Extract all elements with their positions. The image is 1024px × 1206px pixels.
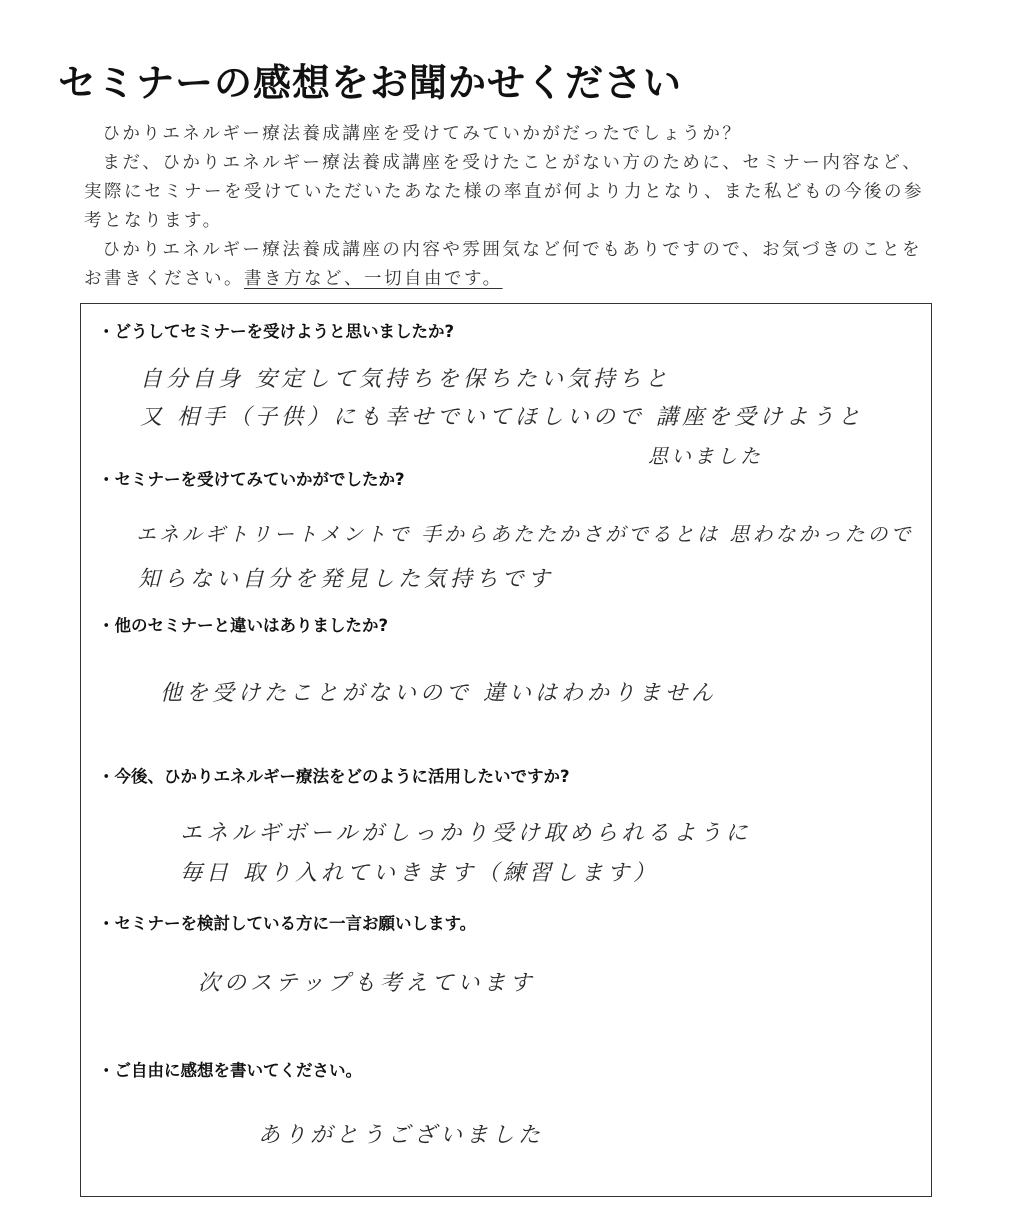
answer-4-line-1: エネルギボールがしっかり受け取められるように: [180, 821, 752, 846]
answer-2-line-2: 知らない自分を発見した気持ちです: [138, 567, 554, 592]
intro-paragraph-3: [84, 236, 924, 294]
answer-5-line-1: 次のステップも考えています: [198, 971, 536, 996]
intro-paragraph-1: ひかりエネルギー療法養成講座を受けてみていかがだったでしょうか？: [102, 124, 743, 144]
answer-4-line-2: 毎日 取り入れていきます（練習します）: [180, 861, 659, 886]
question-5-label: ・セミナーを検討している方に一言お願いします。: [98, 914, 477, 933]
intro-underline-note: 書き方など、一切自由です。: [244, 269, 503, 289]
question-2-label: ・セミナーを受けてみていかがでしたか?: [98, 470, 405, 489]
page-title: セミナーの感想をお聞かせください: [58, 61, 683, 105]
intro-text: [84, 120, 924, 294]
intro-paragraph-3-main: ひかりエネルギー療法養成講座の内容や雰囲気など何でもありですので、お気づきのことをお書きください。: [84, 240, 923, 289]
question-6-label: ・ご自由に感想を書いてください。: [98, 1061, 362, 1080]
answer-1-line-1: 自分自身 安定して気持ちを保ちたい気持ちと: [140, 367, 671, 392]
intro-paragraph-2: まだ、ひかりエネルギー療法養成講座を受けたことがない方のために、セミナー内容など、実際にセミナーを受けていただいたあなた様の率直が何より力となり、また私どもの今後の参考となります。: [84, 153, 924, 231]
question-1-label: ・どうしてセミナーを受けようと思いましたか?: [98, 322, 455, 341]
answer-2-line-1: エネルギトリートメントで 手からあたたかさがでるとは 思わなかったので: [136, 522, 914, 546]
question-3-label: ・他のセミナーと違いはありましたか?: [98, 616, 389, 635]
question-4-label: ・今後、ひかりエネルギー療法をどのように活用したいですか?: [98, 767, 570, 786]
answer-3-line-1: 他を受けたことがないので 違いはわかりません: [160, 681, 717, 706]
answer-6-line-1: ありがとうございました: [258, 1123, 545, 1148]
answer-1-line-2: 又 相手（子供）にも幸せでいてほしいので 講座を受けようと: [140, 405, 864, 430]
answer-1-line-3: 思いました: [648, 444, 763, 468]
